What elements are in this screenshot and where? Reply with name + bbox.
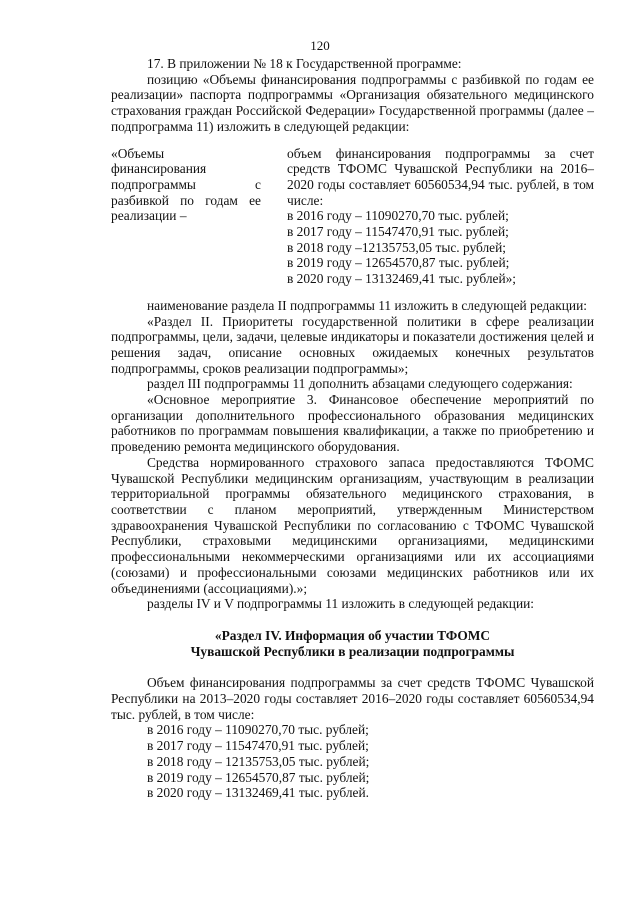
table-dash: – xyxy=(179,208,187,224)
table-right-intro: объем финансирования подпрограммы за счет средств ТФОМС Чувашской Республики на 2016–2020 годы составляет 60560534,94 тыс. рублей, в том числе: xyxy=(287,145,594,208)
section-heading xyxy=(111,628,594,659)
list-item: в 2019 году – 12654570,87 тыс. рублей; xyxy=(147,769,370,785)
paragraph-section3-add: раздел III подпрограммы 11 дополнить абзацами следующего содержания: xyxy=(147,376,573,392)
page-number: 120 xyxy=(310,38,330,53)
paragraph-main-measure: «Основное мероприятие 3. Финансовое обеспечение мероприятий по организации дополнительного профессионального образования медицинских работников по программам повышения квалификации, а также по приобретению и проведению ремонта медицинского оборудования. xyxy=(111,392,594,455)
paragraph-section2-name: наименование раздела II подпрограммы 11 изложить в следующей редакции: xyxy=(147,297,587,313)
table-year-2016: в 2016 году – 11090270,70 тыс. рублей; xyxy=(287,208,509,224)
section-years-list xyxy=(111,722,594,801)
section-heading-line1: «Раздел IV. Информация об участии ТФОМС xyxy=(214,627,491,643)
section-body-intro: Объем финансирования подпрограммы за счет средств ТФОМС Чувашской Республики на 2013–2020 годы составляет 2016–2020 годы составляет 60560534,94 тыс. рублей, в том числе: xyxy=(111,675,594,722)
table-year-2018: в 2018 году –12135753,05 тыс. рублей; xyxy=(287,239,506,255)
document-body xyxy=(111,56,594,801)
list-item: в 2017 году – 11547470,91 тыс. рублей; xyxy=(147,738,369,754)
paragraph-reserve-funds: Средства нормированного страхового запаса предоставляются ТФОМС Чувашской Республики медицинским организациям, участвующим в реализации территориальной программы обязательного медицинского страхования, в соответствии с планом мероприятий, утвержденным Министерством здравоохранения Чувашской Республики по согласованию с ТФОМС Чувашской Республики, страховыми медицинскими организациями, медицинскими профессиональными некоммерческими организациями или их ассоциациями (союзами) и профессиональными союзами медицинских работников или их объединениями (ассоциациями).»; xyxy=(111,454,594,596)
table-year-2019: в 2019 году – 12654570,87 тыс. рублей; xyxy=(287,255,510,271)
list-item: в 2018 году – 12135753,05 тыс. рублей; xyxy=(147,753,370,769)
financing-table xyxy=(111,146,594,287)
table-left-cell xyxy=(111,146,261,287)
list-item: в 2020 году – 13132469,41 тыс. рублей. xyxy=(147,785,369,801)
paragraph-section2-title: «Раздел II. Приоритеты государственной политики в сфере реализации подпрограммы, цели, задачи, целевые индикаторы и показатели достижения целей и решения задач, описание основных ожидаемых конечных результатов подпрограммы, сроков реализации подпрограммы»; xyxy=(111,313,594,376)
paragraph-sections-4-5: разделы IV и V подпрограммы 11 изложить в следующей редакции: xyxy=(147,596,535,612)
list-item: в 2016 году – 11090270,70 тыс. рублей; xyxy=(147,722,369,738)
position-paragraph: позицию «Объемы финансирования подпрограммы с разбивкой по годам ее реализации» паспорта подпрограммы «Организация обязательного медицинского страхования граждан Российской Федерации» Государственной программы (далее – подпрограмма 11) изложить в следующей редакции: xyxy=(111,71,594,134)
table-left-text: «Объемы финансирования подпрограммы с разбивкой по годам ее реализации xyxy=(111,145,261,224)
section-heading-line2: Чувашской Республики в реализации подпрограммы xyxy=(190,643,515,659)
table-year-2017: в 2017 году – 11547470,91 тыс. рублей; xyxy=(287,224,509,240)
point-17: 17. В приложении № 18 к Государственной программе: xyxy=(147,56,462,71)
table-right-cell xyxy=(287,146,594,287)
table-year-2020: в 2020 году – 13132469,41 тыс. рублей»; xyxy=(287,271,517,287)
